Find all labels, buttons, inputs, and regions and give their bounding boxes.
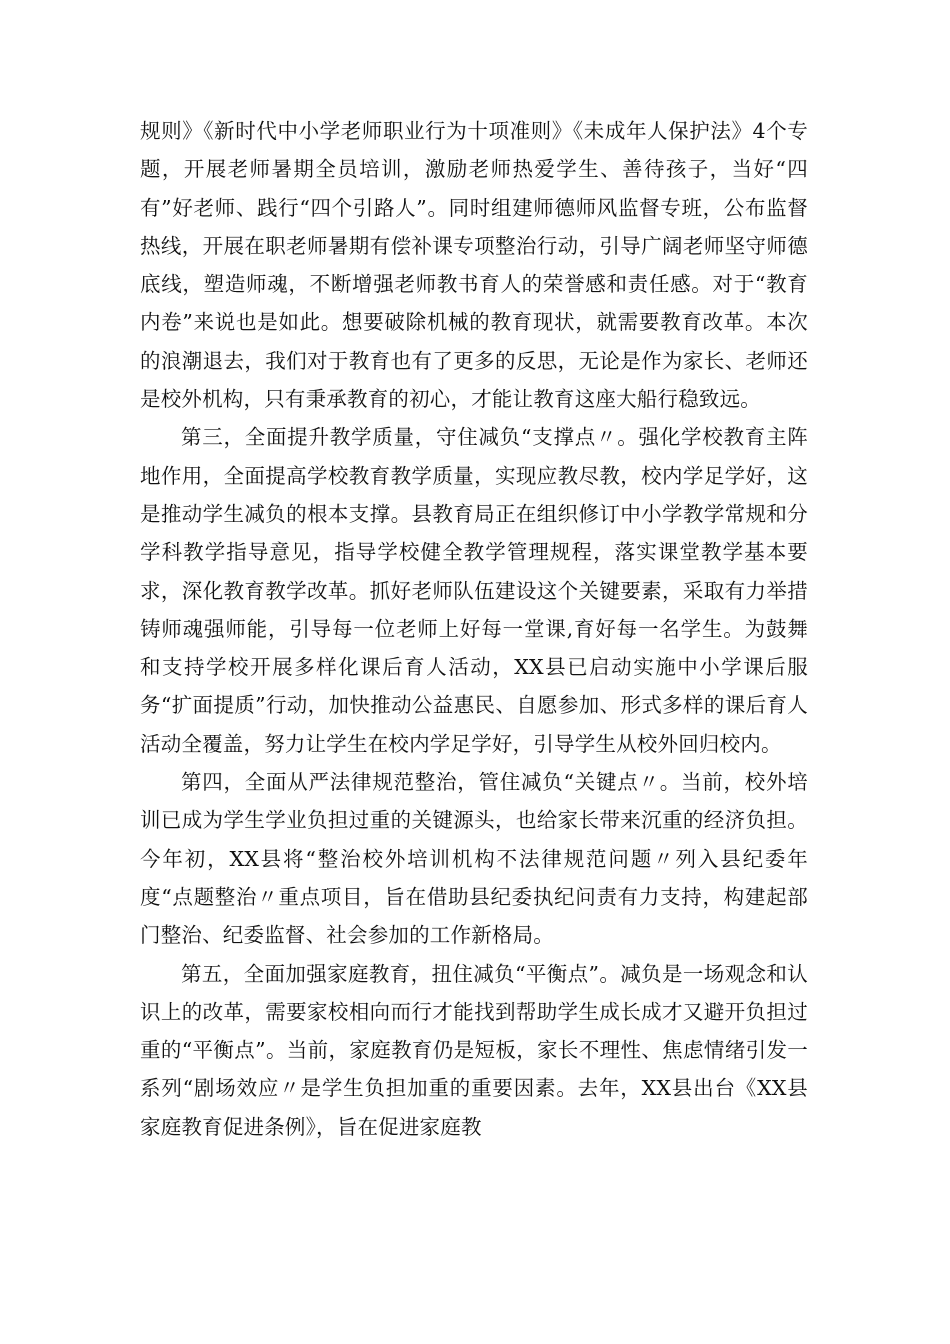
paragraph-fifth-point: 第五，全面加强家庭教育，扭住减负“平衡点”。减负是一场观念和认识上的改革，需要家校相向而行才能找到帮助学生成长成才又避开负担过重的“平衡点”。当前，家庭教育仍是短板，家长不理性、焦虑情绪引发一系列“剧场效应〃是学生负担加重的重要因素。去年，XX县出台《XX县家庭教育促进条例》，旨在促进家庭教 bbox=[140, 961, 808, 1139]
document-body bbox=[140, 112, 808, 1146]
paragraph-fourth-point: 第四，全面从严法律规范整治，管住减负“关键点〃。当前，校外培训已成为学生学业负担过重的关键源头，也给家长带来沉重的经济负担。今年初，XX县将“整治校外培训机构不法律规范问题〃列入县纪委年度“点题整治〃重点项目，旨在借助县纪委执纪问责有力支持，构建起部门整治、纪委监督、社会参加的工作新格局。 bbox=[140, 770, 808, 948]
paragraph-continuation: 规则》《新时代中小学老师职业行为十项准则》《未成年人保护法》4个专题，开展老师暑期全员培训，激励老师热爱学生、善待孩子，当好“四有”好老师、践行“四个引路人”。同时组建师德师风监督专班，公布监督热线，开展在职老师暑期有偿补课专项整治行动，引导广阔老师坚守师德底线，塑造师魂，不断增强老师教书育人的荣誉感和责任感。对于“教育内卷”来说也是如此。想要破除机械的教育现状，就需要教育改革。本次的浪潮退去，我们对于教育也有了更多的反思，无论是作为家长、老师还是校外机构，只有秉承教育的初心，才能让教育这座大船行稳致远。 bbox=[140, 119, 808, 412]
paragraph-third-point: 第三，全面提升教学质量，守住减负“支撑点〃。强化学校教育主阵地作用，全面提高学校教育教学质量，实现应教尽教，校内学足学好，这是推动学生减负的根本支撑。县教育局正在组织修订中小学教学常规和分学科教学指导意见，指导学校健全教学管理规程，落实课堂教学基本要求，深化教育教学改革。抓好老师队伍建设这个关键要素，采取有力举措铸师魂强师能，引导每一位老师上好每一堂课,育好每一名学生。为鼓舞和支持学校开展多样化课后育人活动，XX县已启动实施中小学课后服务“扩面提质”行动，加快推动公益惠民、自愿参加、形式多样的课后育人活动全覆盖，努力让学生在校内学足学好，引导学生从校外回归校内。 bbox=[140, 425, 808, 756]
